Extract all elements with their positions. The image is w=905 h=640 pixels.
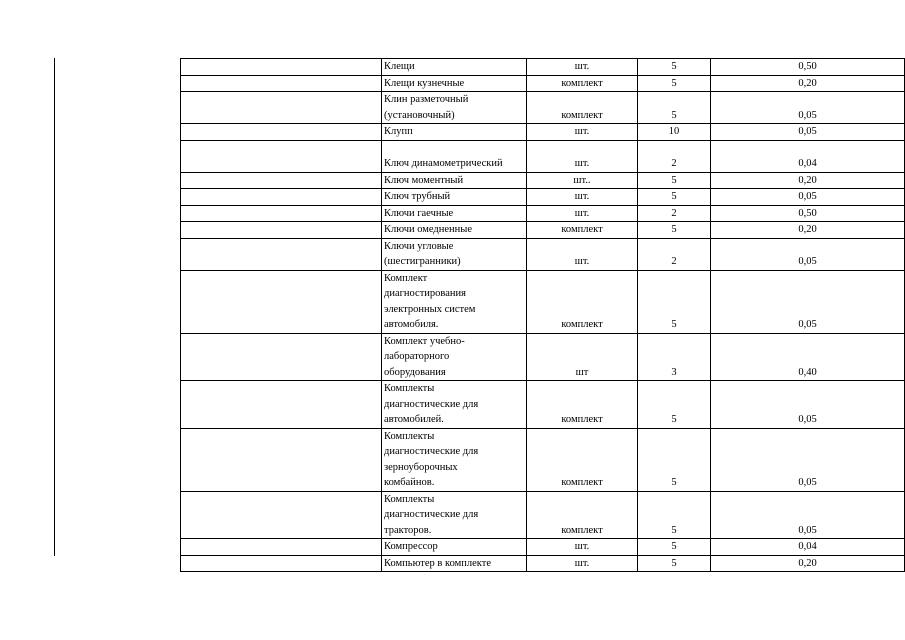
table-row	[181, 539, 905, 556]
unit-cell	[527, 270, 638, 333]
item-name-cell	[382, 140, 527, 172]
coefficient-cell	[711, 238, 905, 270]
item-name-text: Комплект диагностирования электронных систем автомобиля.	[384, 272, 476, 330]
coefficient-text: 0,05	[798, 414, 817, 425]
quantity-text: 5	[671, 191, 677, 202]
unit-text: шт.	[574, 126, 590, 137]
unit-cell	[527, 333, 638, 381]
quantity-text: 5	[671, 524, 677, 536]
row-number-cell	[181, 140, 382, 172]
unit-cell	[527, 539, 638, 556]
quantity-text: 3	[671, 366, 677, 378]
coefficient-text: 0,05	[798, 109, 817, 121]
unit-text: шт.	[574, 191, 590, 202]
item-name-cell	[382, 92, 527, 124]
row-number-cell	[181, 205, 382, 222]
quantity-cell	[638, 75, 711, 92]
coefficient-text: 0,04	[798, 541, 817, 552]
coefficient-cell	[711, 59, 905, 76]
table-row	[181, 428, 905, 491]
quantity-text: 5	[671, 319, 677, 330]
item-name-text: Ключ моментный	[384, 174, 464, 186]
coefficient-text: 0,04	[798, 158, 817, 169]
coefficient-cell	[711, 140, 905, 172]
row-number-cell	[181, 270, 382, 333]
item-name-text: Ключи омедненные	[384, 224, 473, 235]
row-number-cell	[181, 381, 382, 429]
quantity-cell	[638, 92, 711, 124]
item-name-cell	[382, 172, 527, 189]
quantity-text: 5	[671, 414, 677, 425]
quantity-cell	[638, 59, 711, 76]
coefficient-cell	[711, 555, 905, 572]
coefficient-cell	[711, 124, 905, 141]
table-row	[181, 140, 905, 172]
coefficient-text: 0,20	[798, 224, 817, 235]
unit-cell	[527, 92, 638, 124]
table-row	[181, 555, 905, 572]
quantity-cell	[638, 270, 711, 333]
row-number-cell	[181, 189, 382, 206]
unit-text: шт..	[573, 174, 591, 186]
coefficient-text: 0,50	[798, 61, 817, 72]
coefficient-text: 0,05	[798, 524, 817, 536]
quantity-cell	[638, 205, 711, 222]
unit-cell	[527, 124, 638, 141]
unit-text: шт	[575, 366, 589, 378]
item-name-cell	[382, 75, 527, 92]
unit-text: комплект	[561, 414, 603, 425]
unit-cell	[527, 428, 638, 491]
coefficient-cell	[711, 75, 905, 92]
coefficient-cell	[711, 92, 905, 124]
coefficient-cell	[711, 428, 905, 491]
quantity-cell	[638, 140, 711, 172]
table-row	[181, 59, 905, 76]
quantity-text: 5	[671, 174, 677, 186]
unit-cell	[527, 222, 638, 239]
coefficient-text: 0,05	[798, 256, 817, 267]
quantity-cell	[638, 124, 711, 141]
unit-cell	[527, 555, 638, 572]
unit-cell	[527, 189, 638, 206]
coefficient-cell	[711, 189, 905, 206]
coefficient-text: 0,05	[798, 319, 817, 330]
item-name-cell	[382, 333, 527, 381]
table-row	[181, 238, 905, 270]
quantity-text: 2	[671, 207, 677, 219]
item-name-cell	[382, 205, 527, 222]
unit-text: комплект	[561, 77, 603, 89]
unit-text: шт.	[574, 557, 590, 569]
coefficient-text: 0,20	[798, 557, 817, 569]
quantity-text: 5	[671, 541, 677, 552]
coefficient-text: 0,05	[798, 191, 817, 202]
row-number-cell	[181, 222, 382, 239]
table-row	[181, 205, 905, 222]
page-margin-line	[54, 58, 55, 556]
unit-cell	[527, 205, 638, 222]
item-name-text: Клещи кузнечные	[384, 77, 465, 89]
item-name-text: Клещи	[384, 61, 415, 72]
quantity-cell	[638, 189, 711, 206]
coefficient-cell	[711, 381, 905, 429]
table-row	[181, 381, 905, 429]
unit-text: шт.	[574, 541, 590, 552]
item-name-text: Компьютер в комплекте	[384, 557, 491, 569]
coefficient-cell	[711, 222, 905, 239]
table-row	[181, 491, 905, 539]
unit-text: шт.	[574, 158, 590, 169]
item-name-cell	[382, 59, 527, 76]
quantity-cell	[638, 539, 711, 556]
row-number-cell	[181, 59, 382, 76]
table-row	[181, 124, 905, 141]
quantity-text: 10	[668, 126, 680, 137]
coefficient-cell	[711, 491, 905, 539]
quantity-text: 5	[671, 224, 677, 235]
equipment-table-body	[181, 59, 905, 572]
coefficient-cell	[711, 333, 905, 381]
item-name-text: Ключ трубный	[384, 191, 451, 202]
equipment-table	[180, 58, 905, 572]
quantity-text: 5	[671, 557, 677, 569]
quantity-cell	[638, 222, 711, 239]
quantity-cell	[638, 172, 711, 189]
quantity-cell	[638, 491, 711, 539]
row-number-cell	[181, 75, 382, 92]
item-name-text: Комплекты диагностические для тракторов.	[384, 493, 479, 536]
unit-text: шт.	[574, 207, 590, 219]
table-row	[181, 172, 905, 189]
row-number-cell	[181, 124, 382, 141]
row-number-cell	[181, 333, 382, 381]
quantity-cell	[638, 381, 711, 429]
row-number-cell	[181, 238, 382, 270]
table-row	[181, 75, 905, 92]
item-name-cell	[382, 238, 527, 270]
item-name-cell	[382, 189, 527, 206]
item-name-text: Ключи гаечные	[384, 207, 454, 219]
coefficient-cell	[711, 172, 905, 189]
table-row	[181, 333, 905, 381]
unit-cell	[527, 172, 638, 189]
unit-cell	[527, 491, 638, 539]
item-name-text: Комплекты диагностические для зерноуборочных комбайнов.	[384, 430, 479, 488]
coefficient-text: 0,40	[798, 366, 817, 378]
item-name-text: Ключ динамометрический	[384, 158, 503, 169]
table-row	[181, 189, 905, 206]
item-name-cell	[382, 381, 527, 429]
row-number-cell	[181, 539, 382, 556]
item-name-cell	[382, 222, 527, 239]
row-number-cell	[181, 491, 382, 539]
table-row	[181, 270, 905, 333]
table-row	[181, 222, 905, 239]
item-name-cell	[382, 491, 527, 539]
coefficient-cell	[711, 205, 905, 222]
coefficient-text: 0,20	[798, 174, 817, 186]
unit-text: комплект	[561, 477, 603, 488]
unit-text: комплект	[561, 524, 603, 536]
unit-cell	[527, 75, 638, 92]
quantity-text: 2	[671, 256, 677, 267]
item-name-cell	[382, 270, 527, 333]
row-number-cell	[181, 555, 382, 572]
quantity-text: 5	[671, 477, 677, 488]
coefficient-text: 0,50	[798, 207, 817, 219]
row-number-cell	[181, 172, 382, 189]
item-name-text: Компрессор	[384, 541, 438, 552]
unit-text: комплект	[561, 109, 603, 121]
quantity-text: 5	[671, 77, 677, 89]
unit-cell	[527, 59, 638, 76]
unit-text: комплект	[561, 224, 603, 235]
table-row	[181, 92, 905, 124]
coefficient-text: 0,20	[798, 77, 817, 89]
item-name-text: Клупп	[384, 126, 413, 137]
coefficient-text: 0,05	[798, 126, 817, 137]
item-name-text: Клин разметочный (установочный)	[384, 94, 469, 121]
unit-text: комплект	[561, 319, 603, 330]
quantity-text: 5	[671, 61, 677, 72]
unit-cell	[527, 381, 638, 429]
quantity-cell	[638, 333, 711, 381]
item-name-text: Ключи угловые (шестигранники)	[384, 240, 461, 267]
row-number-cell	[181, 92, 382, 124]
item-name-cell	[382, 555, 527, 572]
quantity-cell	[638, 238, 711, 270]
quantity-text: 5	[671, 109, 677, 121]
row-number-cell	[181, 428, 382, 491]
item-name-cell	[382, 124, 527, 141]
unit-text: шт.	[574, 256, 590, 267]
quantity-cell	[638, 555, 711, 572]
unit-cell	[527, 238, 638, 270]
coefficient-text: 0,05	[798, 477, 817, 488]
quantity-text: 2	[671, 158, 677, 169]
unit-cell	[527, 140, 638, 172]
item-name-cell	[382, 428, 527, 491]
item-name-text: Комплекты диагностические для автомобилей.	[384, 383, 479, 425]
quantity-cell	[638, 428, 711, 491]
item-name-text: Комплект учебно- лабораторного оборудования	[384, 335, 465, 378]
item-name-cell	[382, 539, 527, 556]
unit-text: шт.	[574, 61, 590, 72]
coefficient-cell	[711, 539, 905, 556]
coefficient-cell	[711, 270, 905, 333]
